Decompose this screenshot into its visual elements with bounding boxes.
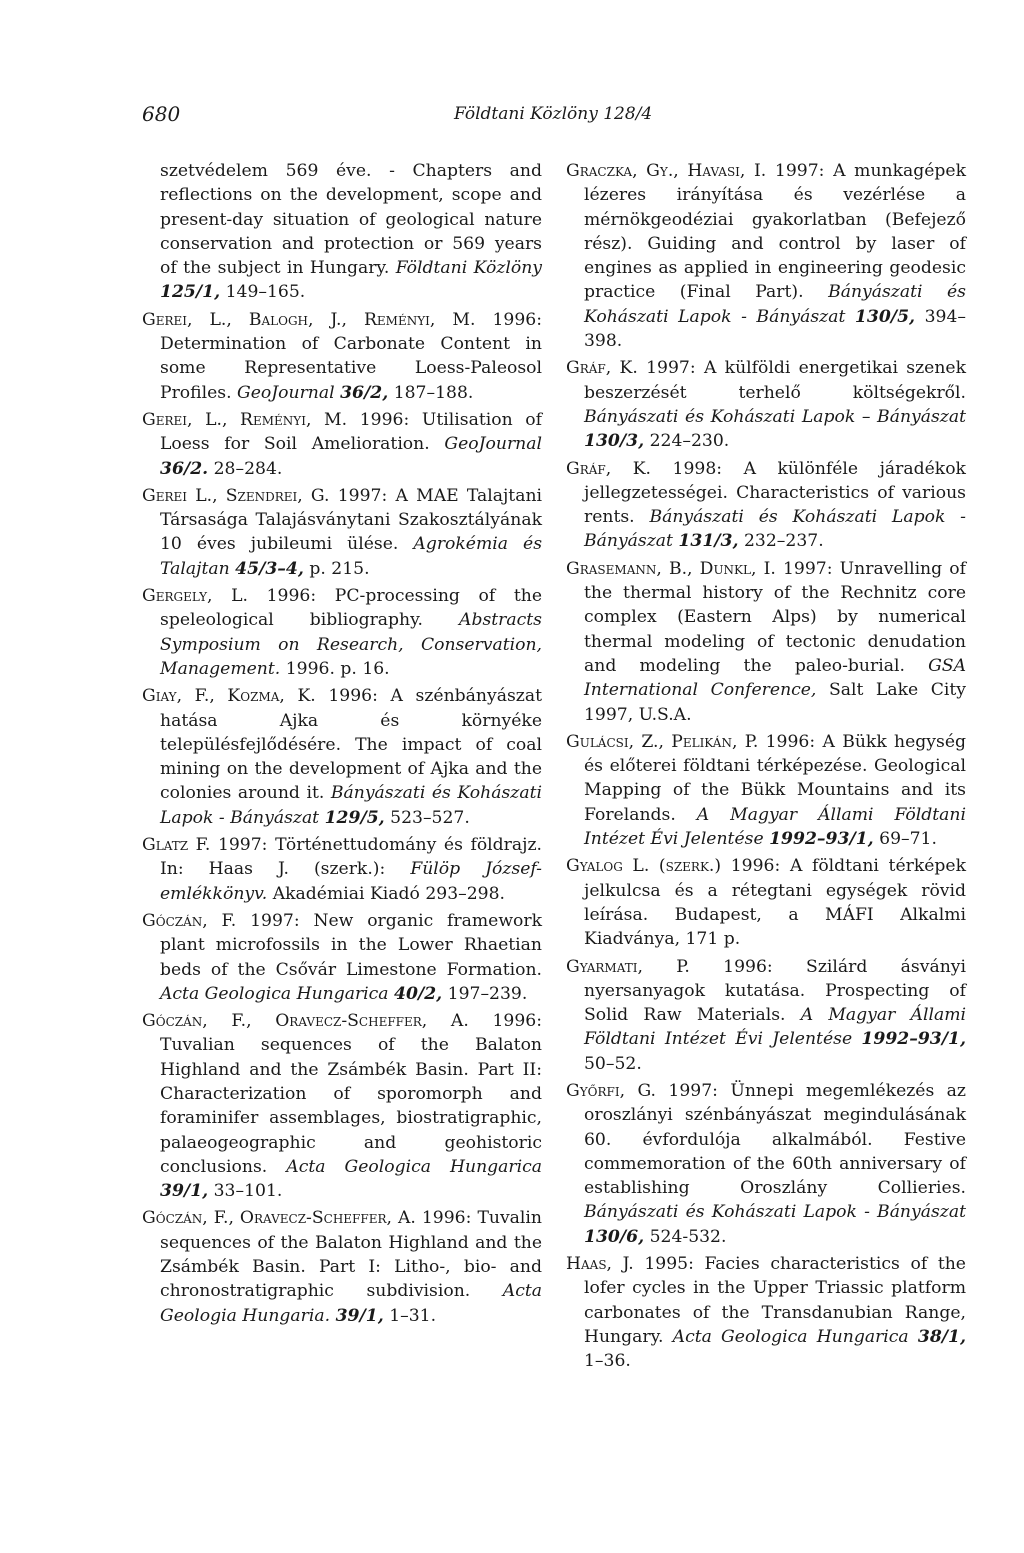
reference-authors: Gulácsi, Z., Pelikán, P. [566,731,759,752]
reference-text: A MAE Talajtani Társasága Talajásványtani Szakosztályának 10 éves jubileumi ülése. [160,485,543,555]
reference-pages: 523–527. [390,807,470,828]
running-head: Földtani Közlöny 128/4 [454,104,653,124]
reference-entry [566,1252,966,1373]
reference-authors: Gráf, K. [566,458,652,479]
reference-authors: Góczán, F., Oravecz-Scheffer, A. [142,1208,416,1229]
reference-journal: Fülöp József-emlékkönyv. [160,859,542,904]
reference-authors: Győrfi, G. [566,1080,657,1101]
reference-journal: GeoJournal [444,434,542,455]
right-column [566,159,966,1377]
reference-journal: Bányászati és Kohászati Lapok – Bányászat [584,406,966,427]
reference-journal: Agrokémia és Talajtan [160,534,543,579]
reference-volume: 125/1, [160,282,221,303]
reference-volume: 36/2, [340,382,389,403]
reference-pages: 232–237. [743,531,824,552]
reference-text: A munkagépek lézeres irányítása és vezérlése a mérnökgeodéziai gyakorlatban (Befejező rész). Guiding and control by laser of engines as applied in engineering geodesic practice (Final Part). [584,161,967,303]
reference-year: 1996: [359,409,410,430]
reference-pages: p. 215. [309,558,370,579]
reference-text: Determination of Carbonate Content in some Representative Loess-Paleosol Profiles. [160,334,542,403]
reference-volume: 131/3, [678,531,739,552]
reference-year: 1997: [668,1080,718,1101]
reference-pages: Akadémiai Kiadó 293–298. [272,883,506,904]
reference-pages: 1996. p. 16. [285,658,390,679]
reference-authors: Gyarmati, P. [566,956,690,977]
reference-text: A Bükk hegység és előterei földtani térképezése. Geological Mapping of the Bükk Mountains and its Forelands. [584,731,967,825]
reference-entry [566,159,966,353]
reference-volume: 40/2, [394,983,443,1004]
reference-volume: 1992–93/1, [769,829,874,850]
reference-entry [566,955,966,1076]
reference-authors: Góczán, F., Oravecz-Scheffer, A. [142,1011,469,1032]
reference-authors: Glatz F. [142,835,211,856]
reference-journal: Acta Geologica Hungarica [286,1156,542,1177]
reference-pages: 33–101. [213,1181,283,1202]
reference-entry [142,308,542,405]
reference-text: Unravelling of the thermal history of the Rechnitz core complex (Eastern Alps) by numerical thermal modeling of tectonic denudation and modeling the paleo-burial. [584,558,966,676]
reference-text: Utilisation of Loess for Soil Amelioration. [160,409,543,455]
reference-year: 1997: [782,558,833,579]
reference-entry [142,684,542,830]
reference-entry [142,1206,542,1327]
reference-entry [566,854,966,951]
reference-text: Tuvalin sequences of the Balaton Highland and the Zsámbék Basin. Part I: Litho-, bio- and chronostratigraphic subdivision. [160,1208,542,1302]
reference-text: Ünnepi megemlékezés az oroszlányi szénbányászat megindulásának 60. évfordulója alkalmából. Festive commemoration of the 60th anniversary of establishing Oroszlány Collieries. [584,1080,966,1199]
reference-year: 1997: [774,161,825,181]
reference-volume: 130/6, [584,1226,645,1247]
reference-year: 1997: [250,910,300,931]
reference-year: 1997: [217,835,268,856]
reference-journal: Bányászati és Kohászati Lapok - Bányászat [584,507,966,552]
reference-text: A szénbányászat hatása Ajka és környéke településfejlődésére. The impact of coal mining on the development of Ajka and the colonies around it. [160,686,542,804]
reference-journal: Acta Geologica Hungarica [672,1326,909,1347]
reference-text: Történettudomány és földrajz. In: Haas J. (szerk.): [160,835,542,880]
reference-year: 1996: [730,856,781,877]
reference-entry [142,909,542,1006]
reference-journal: GSA International Conference, [584,655,966,701]
reference-pages: 524-532. [649,1226,727,1247]
reference-text: Facies characteristics of the lofer cycles in the Upper Triassic platform carbonates of the Transdanubian Range, Hungary. [584,1254,966,1347]
reference-authors: Góczán, F. [142,910,237,931]
reference-text: Szilárd ásványi nyersanyagok kutatása. Prospecting of Solid Raw Materials. [584,956,966,1026]
reference-text: Tuvalian sequences of the Balaton Highland and the Zsámbék Basin. Part II: Characterization of sporomorph and foraminifer assemblages, biostratigraphic, palaeogeographic and geohistoric conclusions. [160,1035,542,1177]
reference-year: 1996: [421,1208,472,1229]
reference-authors: Gráf, K. [566,358,638,379]
reference-entry [566,1079,966,1249]
reference-pages: 28–284. [213,458,283,479]
reference-journal: Abstracts Symposium on Research, Conservation, Management. [160,610,542,679]
reference-year: 1996: [492,309,542,330]
reference-entry [566,730,966,851]
reference-authors: Gyalog L. (szerk.) [566,856,722,877]
reference-entry [142,833,542,906]
reference-journal: A Magyar Állami Földtani Intézet Évi Jelentése [584,1005,967,1050]
reference-journal: GeoJournal [237,382,335,403]
reference-journal: Bányászati és Kohászati Lapok - Bányászat [584,1202,966,1223]
reference-year: 1997: [646,358,696,379]
reference-entry [142,1009,542,1203]
reference-journal: Acta Geologia Hungaria. [160,1281,542,1326]
reference-authors: Gerei L., Szendrei, G. [142,485,330,506]
reference-authors: Giay, F., Kozma, K. [142,686,316,707]
reference-volume: 45/3–4, [235,558,304,579]
reference-entry [142,408,542,481]
reference-journal: Acta Geologica Hungarica [160,983,389,1004]
reference-volume: 39/1, [335,1305,384,1326]
reference-authors: Grasemann, B., Dunkl, I. [566,558,776,579]
reference-authors: Haas, J. [566,1254,634,1275]
reference-pages: 1–31. [389,1305,437,1326]
reference-volume: 1992–93/1, [861,1029,966,1050]
reference-entry [142,584,542,681]
reference-pages: 1–36. [584,1351,631,1372]
left-column [142,159,542,1331]
reference-authors: Graczka, Gy., Havasi, I. [566,161,767,181]
reference-entry [566,557,966,727]
reference-journal: Földtani Közlöny [395,258,543,279]
reference-year: 1997: [337,485,388,506]
reference-text: szetvédelem 569 éve. - Chapters and reflections on the development, scope and present-day situation of geological nature conservation and protection or 569 years of the subject in Hungary. [160,161,542,279]
reference-pages: 224–230. [649,431,730,452]
reference-text: A különféle járadékok jellegzetességei. Characteristics of various rents. [584,458,966,528]
reference-pages: 50–52. [584,1053,642,1074]
reference-text: A földtani térképek jelkulcsa és a rétegtani egységek rövid leírása. Budapest, a MÁFI Alkalmi Kiadványa, 171 p. [584,856,967,950]
reference-pages: Salt Lake City 1997, U.S.A. [584,680,966,725]
page-number: 680 [142,102,181,126]
reference-entry [566,356,966,453]
reference-year: 1995: [644,1254,694,1275]
reference-entry [142,484,542,581]
reference-volume: 38/1, [917,1326,966,1347]
reference-volume: 36/2. [160,458,209,479]
reference-year: 1996: [765,731,816,752]
reference-year: 1996: [328,686,378,707]
reference-pages: 197–239. [447,983,528,1004]
reference-journal: Bányászati és Kohászati Lapok - Bányászat [584,282,966,327]
reference-authors: Gerei, L., Balogh, J., Reményi, M. [142,309,476,330]
reference-authors: Gerei, L., Reményi, M. [142,409,348,430]
reference-entry [142,159,542,305]
reference-entry [566,457,966,554]
reference-pages: 394–398. [584,306,966,352]
reference-authors: Gergely, L. [142,586,248,607]
reference-year: 1998: [672,458,723,479]
reference-pages: 69–71. [879,829,937,850]
reference-volume: 130/3, [584,431,645,452]
reference-year: 1996: [266,586,317,607]
reference-pages: 149–165. [225,282,306,303]
reference-year: 1996: [723,956,773,977]
page-header [0,102,1024,132]
reference-journal: A Magyar Állami Földtani Intézet Évi Jelentése [584,804,966,850]
reference-text: PC-processing of the speleological bibliography. [160,586,543,631]
reference-journal: Bányászati és Kohászati Lapok - Bányászat [160,783,543,828]
reference-volume: 130/5, [854,306,916,327]
reference-text: New organic framework plant microfossils in the Lower Rhaetian beds of the Csővár Limestone Formation. [160,910,543,980]
reference-volume: 129/5, [324,807,385,828]
reference-text: A külföldi energetikai szenek beszerzését terhelő költségekről. [584,358,967,403]
reference-pages: 187–188. [393,382,474,403]
reference-volume: 39/1, [160,1181,209,1202]
reference-year: 1996: [492,1011,542,1032]
